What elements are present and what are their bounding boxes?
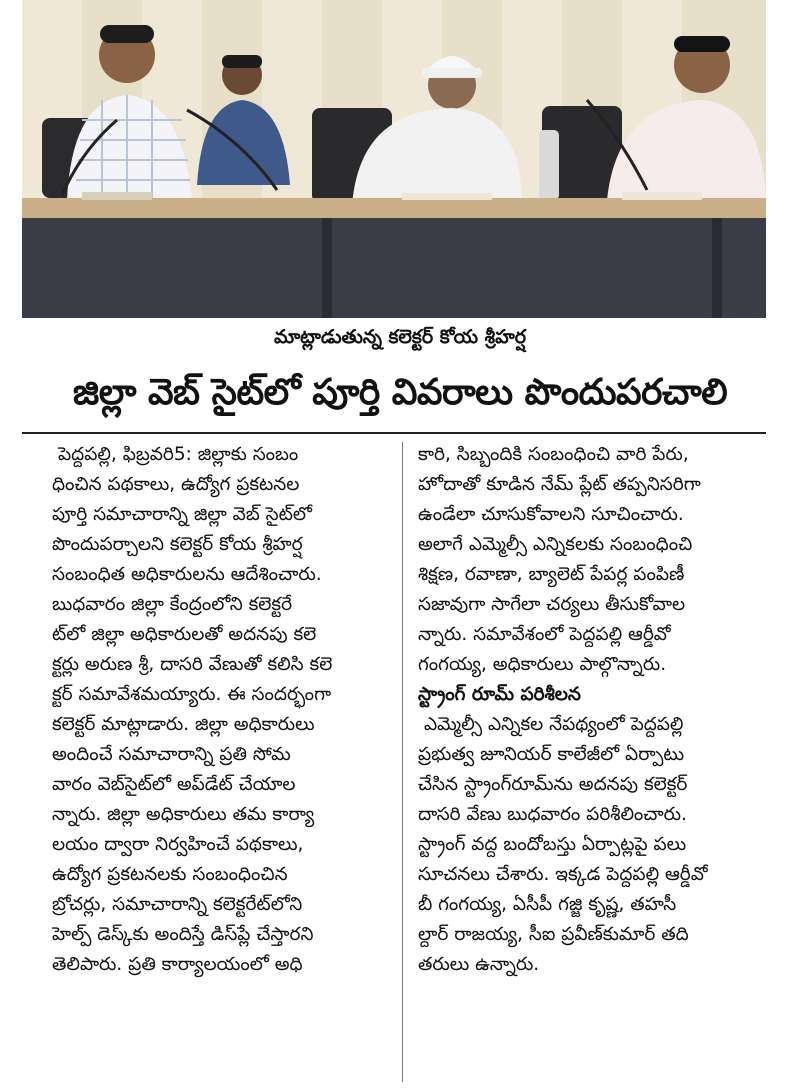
text-line: స్ట్రాంగ్ వద్ద బందోబస్తు ఏర్పాట్లపై పలు: [418, 834, 687, 855]
text-line: గంగయ్య, అధికారులు పాల్గొన్నారు.: [418, 654, 667, 675]
text-line: సూచనలు చేశారు. ఇక్కడ పెద్దపల్లి ఆర్డీవో: [418, 864, 708, 885]
article-column-left: [52, 440, 382, 980]
text-line: ధించిన పథకాలు, ఉద్యోగ ప్రకటనల: [52, 474, 300, 495]
article-column-right: [418, 440, 763, 980]
photo-caption: మాట్లాడుతున్న కలెక్టర్ కోయ శ్రీహర్ష: [273, 326, 527, 348]
text-line: హోదాతో కూడిన నేమ్ ప్లేట్ తప్పనిసరిగా: [418, 474, 701, 495]
text-line: క్టర్ సమావేశమయ్యారు. ఈ సందర్భంగా: [52, 684, 332, 705]
text-line: అలాగే ఎమ్మెల్సీ ఎన్నికలకు సంబంధించి: [418, 534, 693, 555]
text-line: బీ గంగయ్య, ఏసీపీ గజ్జి కృష్ణ, తహసీ: [418, 894, 677, 915]
text-line: కలెక్టర్ మాట్లాడారు. జిల్లా అధికారులు: [52, 714, 315, 735]
text-line: క్టర్లు అరుణ శ్రీ, దాసరి వేణుతో కలిసి కలె: [52, 654, 333, 675]
text-line: సంబంధిత అధికారులను ఆదేశించారు.: [52, 564, 322, 585]
text-line: పొందుపర్చాలని కలెక్టర్ కోయ శ్రీహర్ష: [52, 534, 303, 555]
text-line: ల్దార్ రాజయ్య, సీఐ ప్రవీణ్‌కుమార్ తది: [418, 924, 689, 945]
news-photo: [22, 0, 766, 318]
text-line: హెల్ప్ డెస్క్‌కు అందిస్తే డిస్‌ప్లే చేస్తారని: [52, 924, 314, 945]
text-line: తెలిపారు. ప్రతి కార్యాలయంలో అధి: [52, 954, 303, 975]
column-divider: [402, 442, 403, 1082]
text-line: న్నారు. సమావేశంలో పెద్దపల్లి ఆర్డీవో: [418, 624, 671, 645]
meeting-photo-illustration: [22, 0, 766, 318]
text-line: ఉద్యోగ ప్రకటనలకు సంబంధించిన: [52, 864, 288, 885]
text-line: తరులు ఉన్నారు.: [418, 954, 540, 975]
text-line: పూర్తి సమాచారాన్ని జిల్లా వెబ్ సైట్‌లో: [52, 504, 312, 525]
text-line: ట్‌లో జిల్లా అధికారులతో అదనపు కలె: [52, 624, 317, 645]
text-line: బ్రోచర్లు, సమాచారాన్ని కలెక్టరేట్‌లోని: [52, 894, 303, 915]
text-line: బుధవారం జిల్లా కేంద్రంలోని కలెక్టరే: [52, 594, 293, 615]
text-line: సజావుగా సాగేలా చర్యలు తీసుకోవాల: [418, 594, 686, 615]
text-line: న్నారు. జిల్లా అధికారులు తమ కార్యా: [52, 804, 315, 825]
text-line: అందించే సమాచారాన్ని ప్రతి సోమ: [52, 744, 291, 765]
headline: జిల్లా వెబ్ సైట్‌లో పూర్తి వివరాలు పొందుపరచాలి: [72, 372, 728, 413]
text-line: వారం వెబ్‌సైట్‌లో అప్‌డేట్ చేయాల: [52, 774, 296, 795]
subheading: స్ట్రాంగ్ రూమ్ పరిశీలన: [418, 684, 581, 705]
text-line: ఉండేలా చూసుకోవాలని సూచించారు.: [418, 504, 684, 525]
text-line: ఎమ్మెల్సీ ఎన్నికల నేపథ్యంలో పెద్దపల్లి: [424, 714, 684, 735]
text-line: శిక్షణ, రవాణా, బ్యాలెట్ పేపర్ల పంపిణీ: [418, 564, 685, 585]
headline-rule: [22, 432, 766, 434]
text-line: ప్రభుత్వ జూనియర్ కాలేజీలో ఏర్పాటు: [418, 744, 685, 765]
text-line: చేసిన స్ట్రాంగ్‌రూమ్‌ను అదనపు కలెక్టర్: [418, 774, 688, 795]
text-line: కారి, సిబ్బందికి సంబంధించి వారి పేరు,: [418, 444, 689, 465]
text-line: పెద్దపల్లి, ఫిబ్రవరి5: జిల్లాకు సంబం: [58, 444, 299, 465]
text-line: దాసరి వేణు బుధవారం పరిశీలించారు.: [418, 804, 687, 825]
text-line: లయం ద్వారా నిర్వహించే పథకాలు,: [52, 834, 304, 855]
